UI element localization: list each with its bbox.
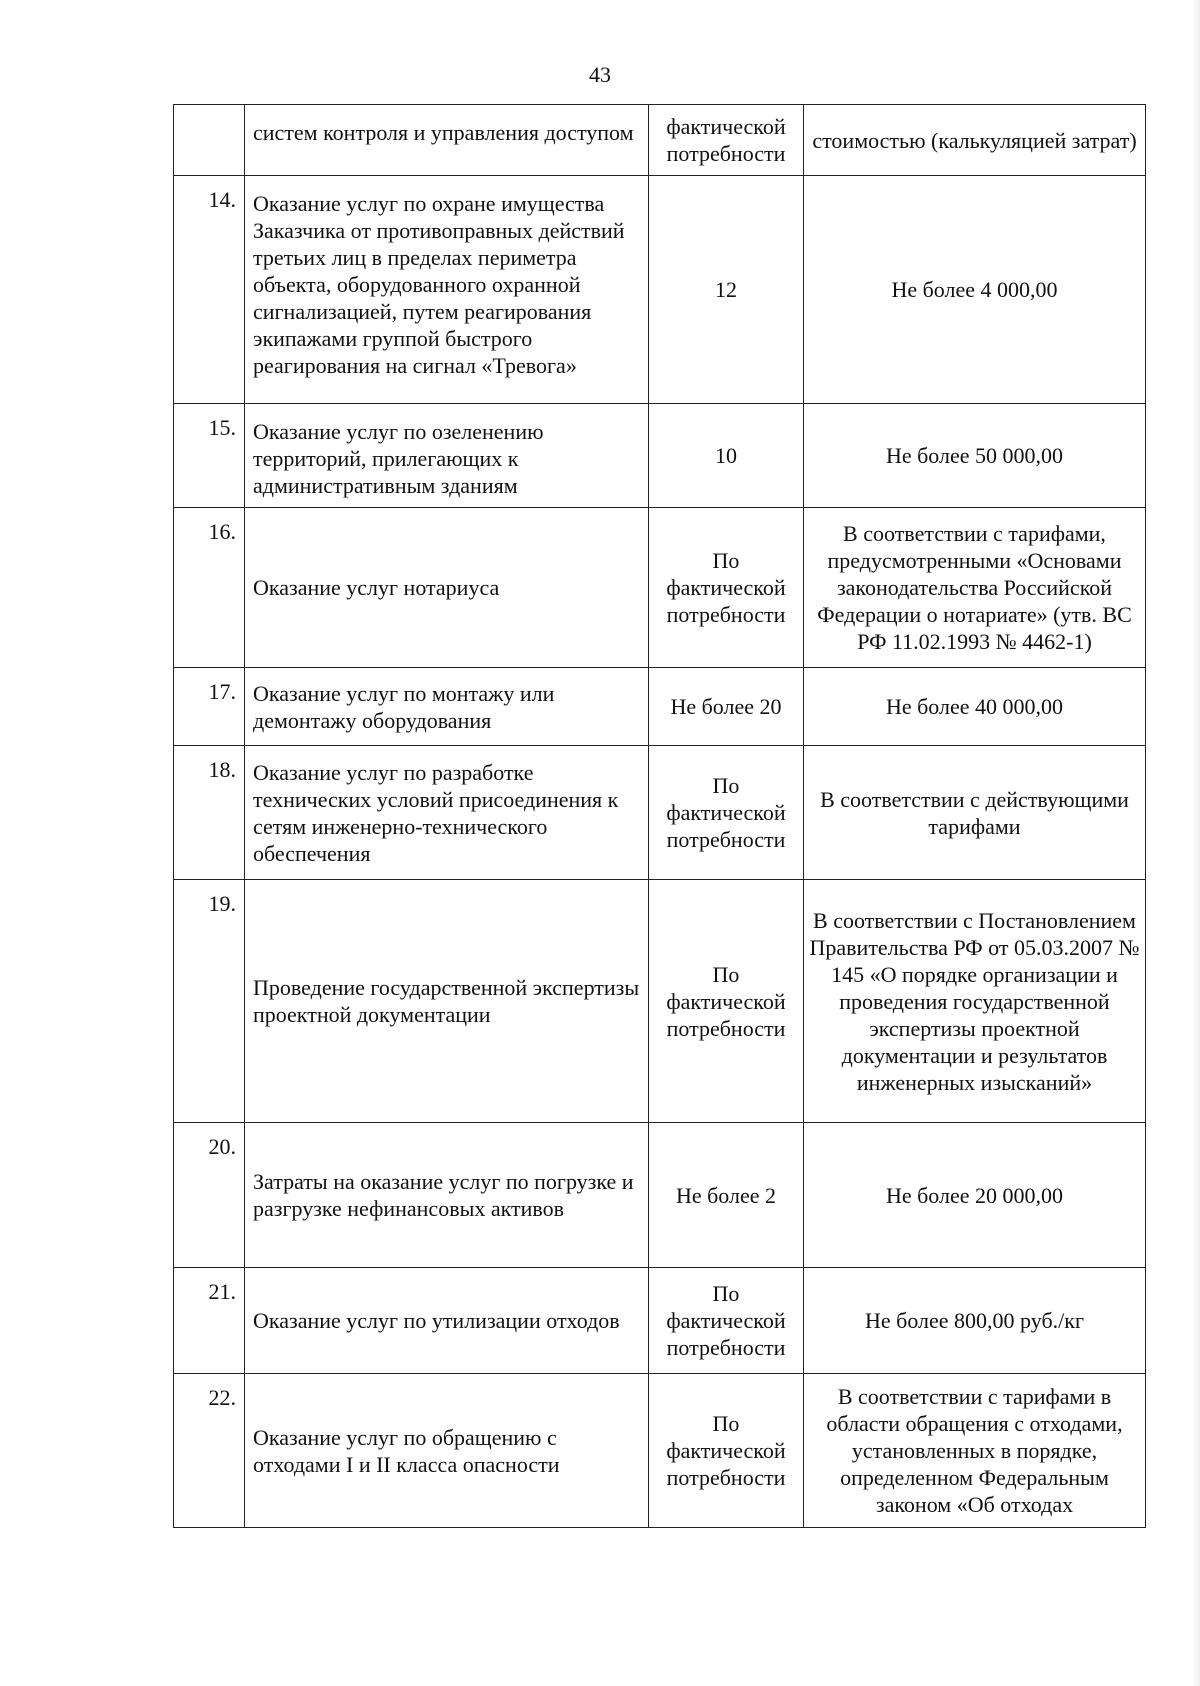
service-quantity: 10 <box>649 404 804 508</box>
table-row <box>174 105 1146 176</box>
service-name: Оказание услуг по озеленению территорий, прилегающих к административным зданиям <box>245 404 649 508</box>
service-price: В соответствии с тарифами, предусмотренными «Основами законодательства Российской Федерации о нотариате» (утв. ВС РФ 11.02.1993 № 4462-1) <box>804 508 1146 668</box>
service-quantity: Не более 20 <box>649 668 804 746</box>
table-row <box>174 668 1146 746</box>
table-row <box>174 176 1146 404</box>
service-price: Не более 800,00 руб./кг <box>804 1268 1146 1374</box>
service-quantity: По фактической потребности <box>649 508 804 668</box>
service-name: Оказание услуг по утилизации отходов <box>245 1268 649 1374</box>
service-quantity: По фактической потребности <box>649 880 804 1123</box>
service-name: Оказание услуг по обращению с отходами I и II класса опасности <box>245 1374 649 1528</box>
row-number: 14. <box>174 176 245 404</box>
service-quantity: По фактической потребности <box>649 1268 804 1374</box>
service-name: Оказание услуг по охране имущества Заказчика от противоправных действий третьих лиц в пределах периметра объекта, оборудованного охранной сигнализацией, путем реагирования экипажами группой быстрого реагирования на сигнал «Тревога» <box>245 176 649 404</box>
service-price: стоимостью (калькуляцией затрат) <box>804 105 1146 176</box>
service-quantity: По фактической потребности <box>649 1374 804 1528</box>
service-name: систем контроля и управления доступом <box>245 105 649 176</box>
table-row <box>174 746 1146 880</box>
service-price: В соответствии с Постановлением Правительства РФ от 05.03.2007 № 145 «О порядке организации и проведения государственной экспертизы проектной документации и результатов инженерных изысканий» <box>804 880 1146 1123</box>
row-number <box>174 105 245 176</box>
row-number: 20. <box>174 1123 245 1268</box>
row-number: 17. <box>174 668 245 746</box>
service-name: Оказание услуг нотариуса <box>245 508 649 668</box>
service-quantity: фактической потребности <box>649 105 804 176</box>
service-quantity: По фактической потребности <box>649 746 804 880</box>
service-name: Проведение государственной экспертизы проектной документации <box>245 880 649 1123</box>
service-price: В соответствии с тарифами в области обращения с отходами, установленных в порядке, определенном Федеральным законом «Об отходах <box>804 1374 1146 1528</box>
page-number: 43 <box>589 62 611 87</box>
service-price: В соответствии с действующими тарифами <box>804 746 1146 880</box>
table-row <box>174 1374 1146 1528</box>
service-price: Не более 20 000,00 <box>804 1123 1146 1268</box>
row-number: 21. <box>174 1268 245 1374</box>
service-price: Не более 40 000,00 <box>804 668 1146 746</box>
service-name: Затраты на оказание услуг по погрузке и разгрузке нефинансовых активов <box>245 1123 649 1268</box>
service-quantity: Не более 2 <box>649 1123 804 1268</box>
service-name: Оказание услуг по монтажу или демонтажу оборудования <box>245 668 649 746</box>
row-number: 16. <box>174 508 245 668</box>
table-row <box>174 1268 1146 1374</box>
service-name: Оказание услуг по разработке технических условий присоединения к сетям инженерно-технического обеспечения <box>245 746 649 880</box>
row-number: 22. <box>174 1374 245 1528</box>
row-number: 18. <box>174 746 245 880</box>
service-price: Не более 50 000,00 <box>804 404 1146 508</box>
scan-edge-shadow <box>1192 0 1200 1686</box>
service-price: Не более 4 000,00 <box>804 176 1146 404</box>
row-number: 19. <box>174 880 245 1123</box>
table-row <box>174 1123 1146 1268</box>
service-quantity: 12 <box>649 176 804 404</box>
table-row <box>174 404 1146 508</box>
table-row <box>174 880 1146 1123</box>
services-cost-table <box>173 104 1146 1528</box>
row-number: 15. <box>174 404 245 508</box>
table-row <box>174 508 1146 668</box>
